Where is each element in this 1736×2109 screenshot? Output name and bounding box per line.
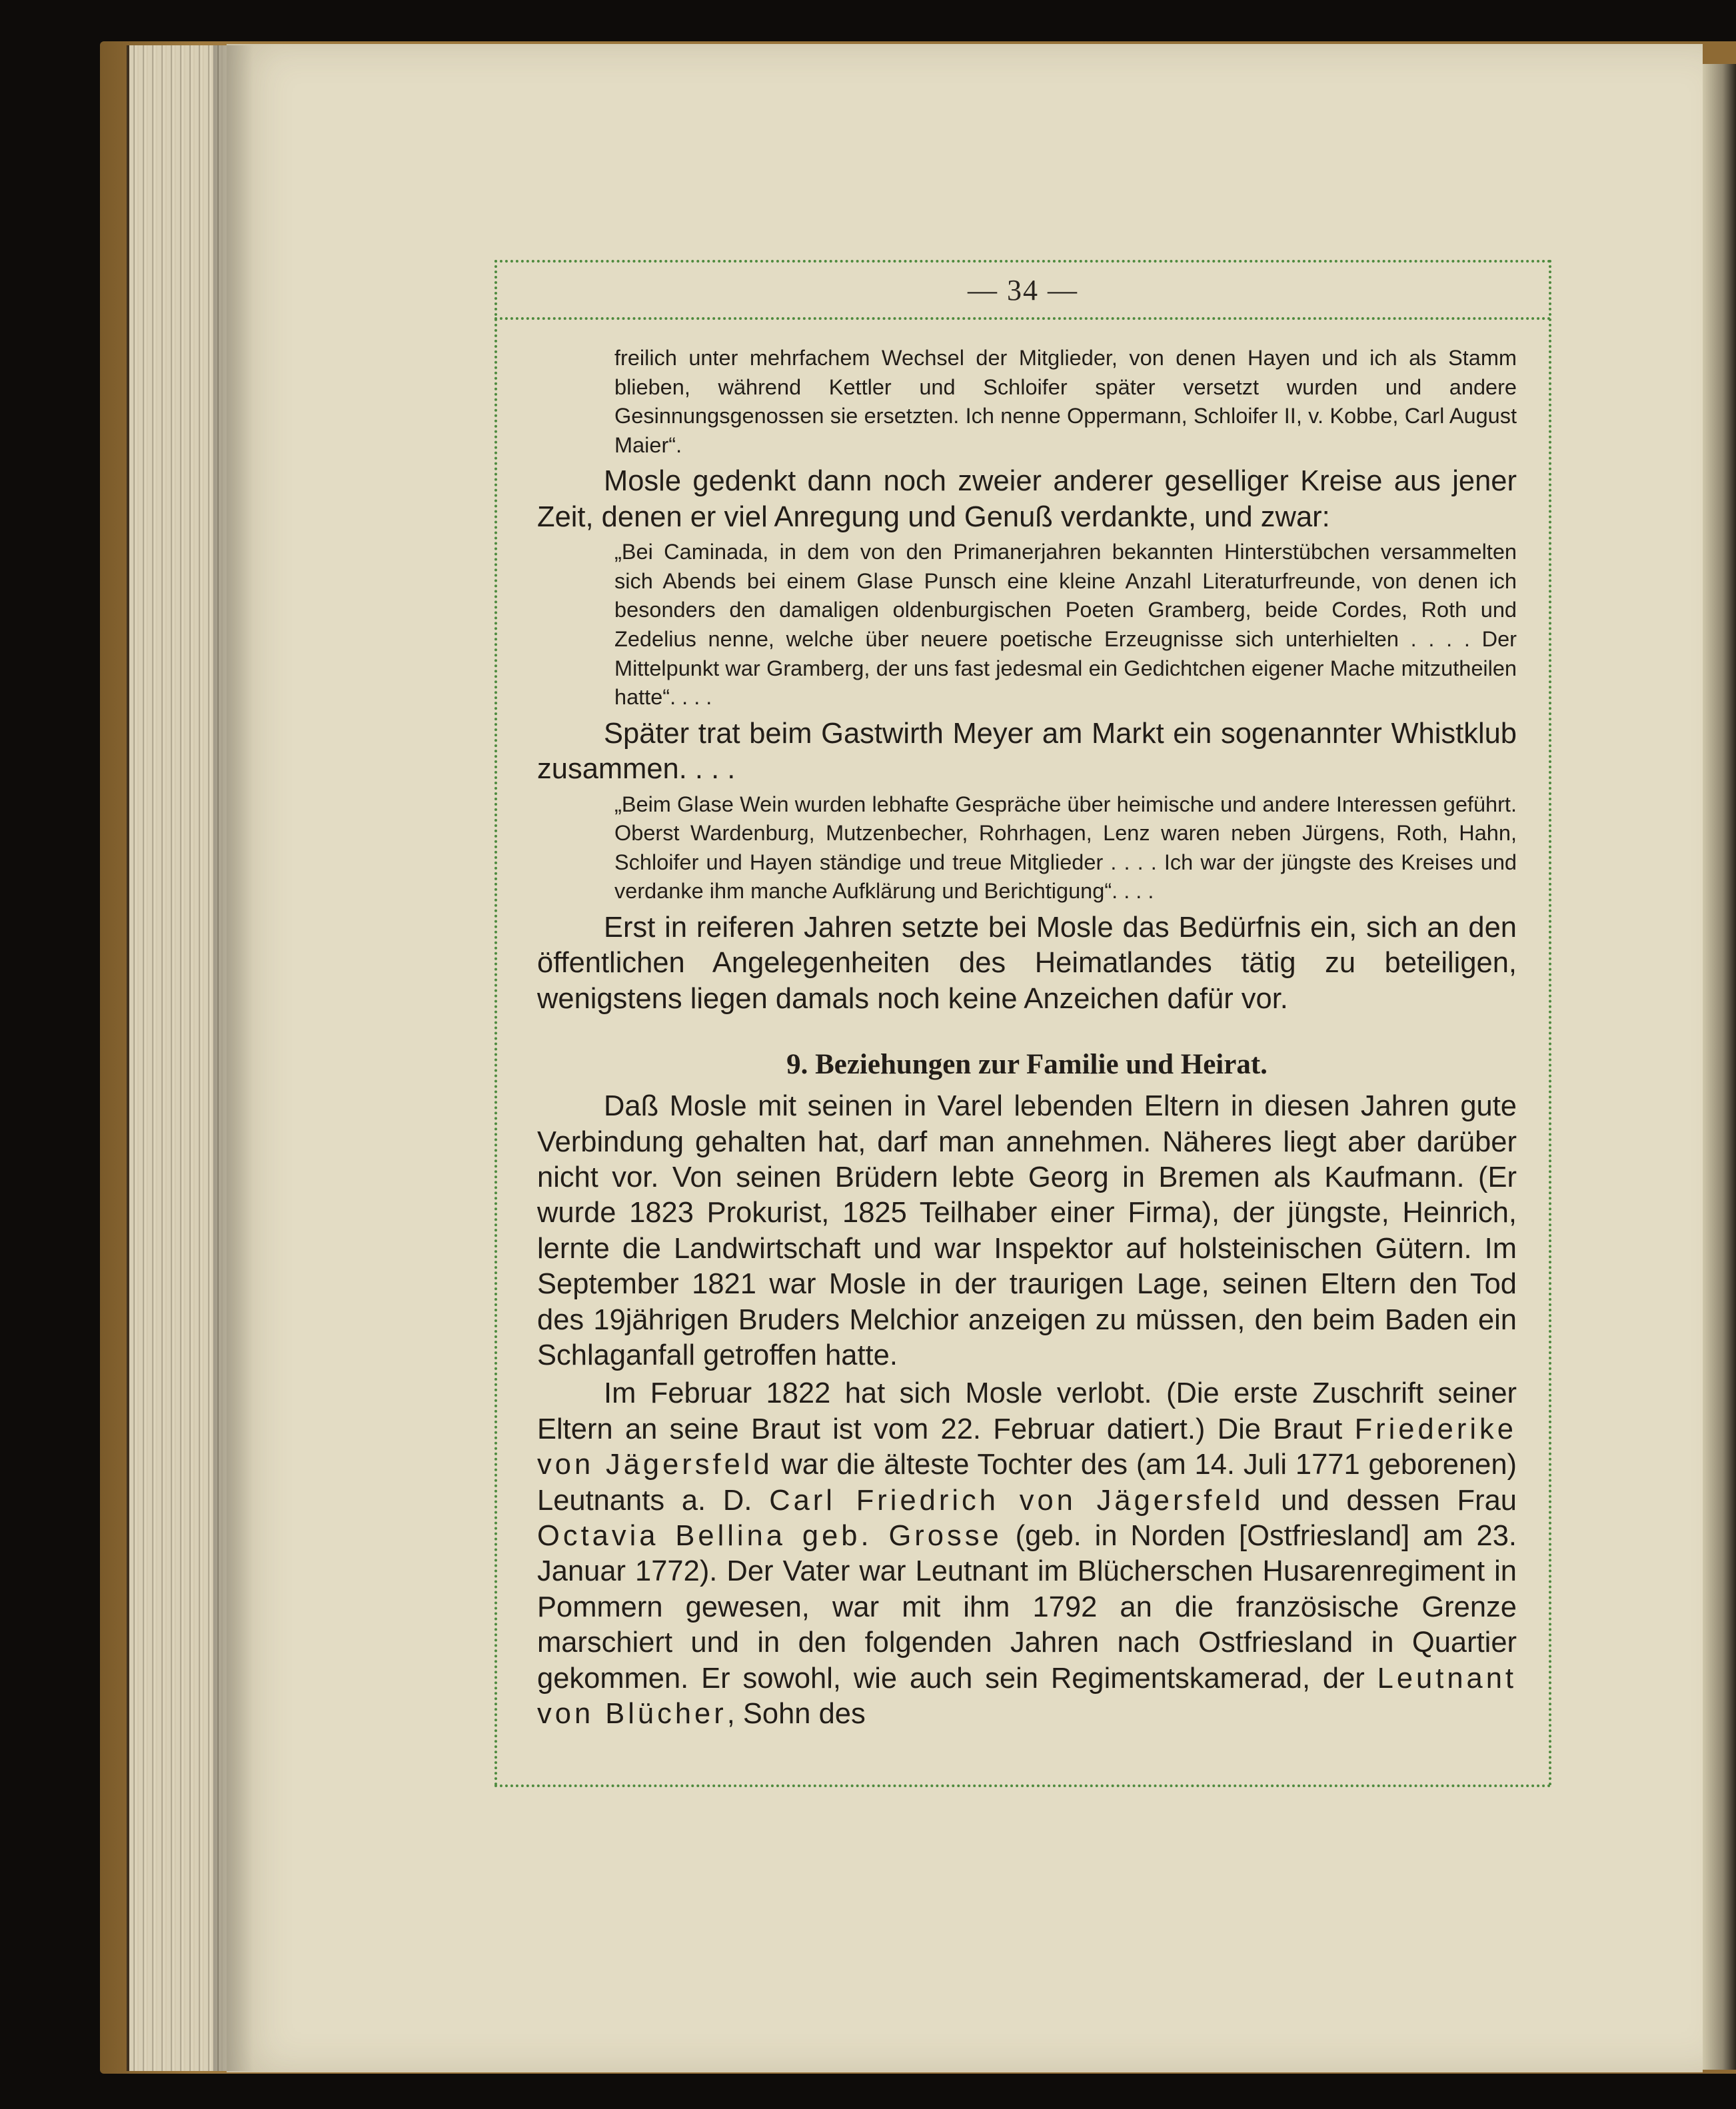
person-name: Octavia Bellina geb. Grosse [537, 1520, 1002, 1553]
quote-paragraph: „Bei Caminada, in dem von den Primanerjahren bekannten Hinterstübchen versammelten sich Abends bei einem Glase Punsch eine kleine Anzahl Literaturfreunde, von denen ich besonders den damaligen oldenburgischen Poeten Gramberg, beide Cordes, Roth und Zedelius nenne, welche über neuere poetische Erzeugnisse sich unterhielten . . . . Der Mittelpunkt war Gramberg, der uns fast jedesmal ein Gedichtchen eigener Mache mitzutheilen hatte“. . . . [614, 540, 1517, 710]
quote-paragraph: „Beim Glase Wein wurden lebhafte Gespräche über heimische und andere Interessen geführt. Oberst Wardenburg, Mutzenbecher, Rohrhagen, Lenz waren neben Jürgens, Roth, Hahn, Schloifer und Hayen ständige und treue Mitglieder . . . . Ich war der jüngste des Kreises und verdanke ihm manche Aufklärung und Berichtigung“. . . . [614, 792, 1517, 904]
quote-paragraph: freilich unter mehrfachem Wechsel der Mitglieder, von denen Hayen und ich als Stamm blieben, während Kettler und Schloifer später versetzt wurden und andere Gesinnungsgenossen sie ersetzten. Ich nenne Oppermann, Schloifer II, v. Kobbe, Carl August Maier“. [614, 346, 1517, 457]
body-paragraph: Erst in reiferen Jahren setzte bei Mosle das Bedürfnis ein, sich an den öffentlichen Angelegenheiten des Heimatlandes tätig zu beteiligen, wenigstens liegen damals noch keine Anzeichen dafür vor. [537, 911, 1517, 1015]
paragraph-text: war die älteste Tochter des (am 14. Juli 1771 geborenen) Leutnants a. D. [537, 1449, 1517, 1517]
person-name: Leutnant von Blücher [537, 1662, 1517, 1731]
page-number: — 34 — [968, 274, 1078, 307]
paragraph-text: Im Februar 1822 hat sich Mosle verlobt. (Die erste Zuschrift seiner Eltern an seine Braut ist vom 22. Februar datiert.) Die Braut [537, 1377, 1517, 1445]
section-heading: 9. Beziehungen zur Familie und Heirat. [786, 1049, 1268, 1081]
paragraph-text: und dessen Frau [1281, 1484, 1517, 1517]
body-paragraph: Daß Mosle mit seinen in Varel lebenden Eltern in diesen Jahren gute Verbindung gehalten hat, darf man annehmen. Näheres liegt aber darüber nicht vor. Von seinen Brüdern lebte Georg in Bremen als Kaufmann. (Er wurde 1823 Prokurist, 1825 Teilhaber einer Firma), der jüngste, Heinrich, lernte die Landwirtschaft und war Inspektor auf holsteinischen Gütern. Im September 1821 war Mosle in der traurigen Lage, seinen Eltern den Tod des 19jährigen Bruders Melchior anzeigen zu müssen, den beim Baden ein Schlaganfall getroffen hatte. [537, 1090, 1517, 1371]
body-paragraph [537, 1376, 1517, 1732]
gutter-shadow [213, 45, 253, 2071]
person-name: Friederike von Jägersfeld [537, 1413, 1517, 1481]
header-rule [494, 317, 1551, 320]
page-content [537, 344, 1517, 1735]
paragraph-text: , Sohn des [726, 1698, 866, 1731]
body-paragraph: Mosle gedenkt dann noch zweier anderer geselliger Kreise aus jener Zeit, denen er viel Anregung und Genuß verdankte, und zwar: [537, 465, 1517, 533]
body-paragraph: Später trat beim Gastwirth Meyer am Markt ein sogenannter Whistklub zusammen. . . . [537, 717, 1517, 786]
next-page-edge [1703, 64, 1736, 2070]
paragraph-text: (geb. in Norden [Ostfriesland] am 23. Januar 1772). Der Vater war Leutnant im Blücherschen Husarenregiment in Pommern gewesen, war mit ihm 1792 an die französische Grenze marschiert und in den folgenden Jahren nach Ostfriesland in Quartier gekommen. Er sowohl, wie auch sein Regimentskamerad, der [537, 1520, 1517, 1695]
person-name: Carl Friedrich von Jägersfeld [769, 1484, 1264, 1517]
